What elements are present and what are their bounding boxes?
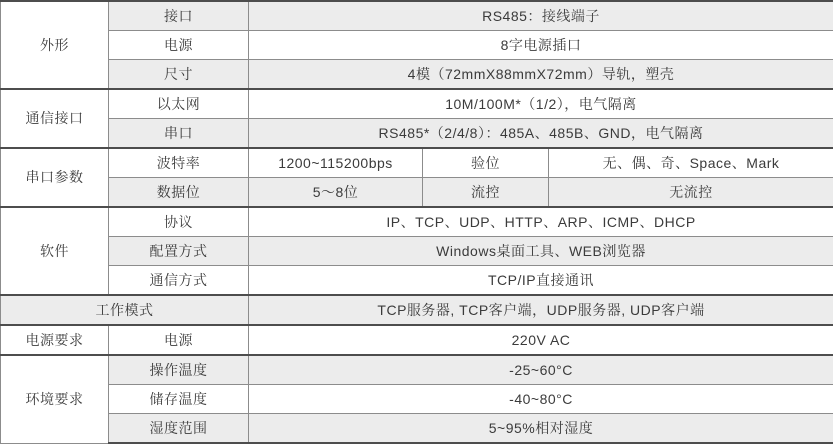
spec-value-data-bits: 5～8位 bbox=[249, 177, 423, 207]
table-row bbox=[1, 207, 833, 237]
spec-label-config-method: 配置方式 bbox=[109, 236, 249, 265]
table-row bbox=[1, 1, 833, 31]
spec-value-serial-port: RS485*（2/4/8）：485A、485B、GND，电气隔离 bbox=[249, 118, 833, 148]
spec-value-storage-temp: -40~80°C bbox=[249, 384, 833, 413]
spec-label-baud-rate: 波特率 bbox=[109, 148, 249, 178]
spec-label-interface: 接口 bbox=[109, 1, 249, 31]
spec-value-baud-rate: 1200~115200bps bbox=[249, 148, 423, 178]
spec-value-work-mode: TCP服务器, TCP客户端，UDP服务器, UDP客户端 bbox=[249, 295, 833, 325]
table-row bbox=[1, 384, 833, 413]
spec-value-operating-temp: -25~60°C bbox=[249, 355, 833, 385]
spec-label-storage-temp: 储存温度 bbox=[109, 384, 249, 413]
category-power-req: 电源要求 bbox=[1, 325, 109, 355]
category-environment: 环境要求 bbox=[1, 355, 109, 443]
spec-value-interface: RS485：接线端子 bbox=[249, 1, 833, 31]
spec-value-dimensions: 4模（72mmX88mmX72mm）导轨，塑壳 bbox=[249, 59, 833, 89]
table-row bbox=[1, 148, 833, 178]
table-row bbox=[1, 59, 833, 89]
spec-value-parity: 无、偶、奇、Space、Mark bbox=[549, 148, 833, 178]
spec-value-flow-control: 无流控 bbox=[549, 177, 833, 207]
spec-label-operating-temp: 操作温度 bbox=[109, 355, 249, 385]
spec-label-data-bits: 数据位 bbox=[109, 177, 249, 207]
category-comm-interface: 通信接口 bbox=[1, 89, 109, 148]
spec-value-config-method: Windows桌面工具、WEB浏览器 bbox=[249, 236, 833, 265]
spec-label-serial-port: 串口 bbox=[109, 118, 249, 148]
spec-label-flow-control: 流控 bbox=[423, 177, 549, 207]
spec-value-comm-method: TCP/IP直接通讯 bbox=[249, 265, 833, 295]
spec-value-protocol: IP、TCP、UDP、HTTP、ARP、ICMP、DHCP bbox=[249, 207, 833, 237]
spec-label-comm-method: 通信方式 bbox=[109, 265, 249, 295]
spec-value-ethernet: 10M/100M*（1/2），电气隔离 bbox=[249, 89, 833, 119]
category-work-mode: 工作模式 bbox=[1, 295, 249, 325]
table-row bbox=[1, 236, 833, 265]
spec-value-power-supply: 220V AC bbox=[249, 325, 833, 355]
spec-label-power: 电源 bbox=[109, 31, 249, 60]
table-row bbox=[1, 325, 833, 355]
spec-label-parity: 验位 bbox=[423, 148, 549, 178]
table-row bbox=[1, 413, 833, 443]
table-row bbox=[1, 295, 833, 325]
table-row bbox=[1, 31, 833, 60]
table-row bbox=[1, 265, 833, 295]
category-serial-params: 串口参数 bbox=[1, 148, 109, 207]
table-row bbox=[1, 118, 833, 148]
spec-label-humidity-range: 湿度范围 bbox=[109, 413, 249, 443]
category-software: 软件 bbox=[1, 207, 109, 295]
category-appearance: 外形 bbox=[1, 1, 109, 89]
spec-label-power-supply: 电源 bbox=[109, 325, 249, 355]
spec-value-humidity-range: 5~95%相对湿度 bbox=[249, 413, 833, 443]
table-row bbox=[1, 355, 833, 385]
spec-label-protocol: 协议 bbox=[109, 207, 249, 237]
spec-label-ethernet: 以太网 bbox=[109, 89, 249, 119]
table-row bbox=[1, 89, 833, 119]
spec-label-dimensions: 尺寸 bbox=[109, 59, 249, 89]
table-row bbox=[1, 177, 833, 207]
spec-value-power: 8字电源插口 bbox=[249, 31, 833, 60]
